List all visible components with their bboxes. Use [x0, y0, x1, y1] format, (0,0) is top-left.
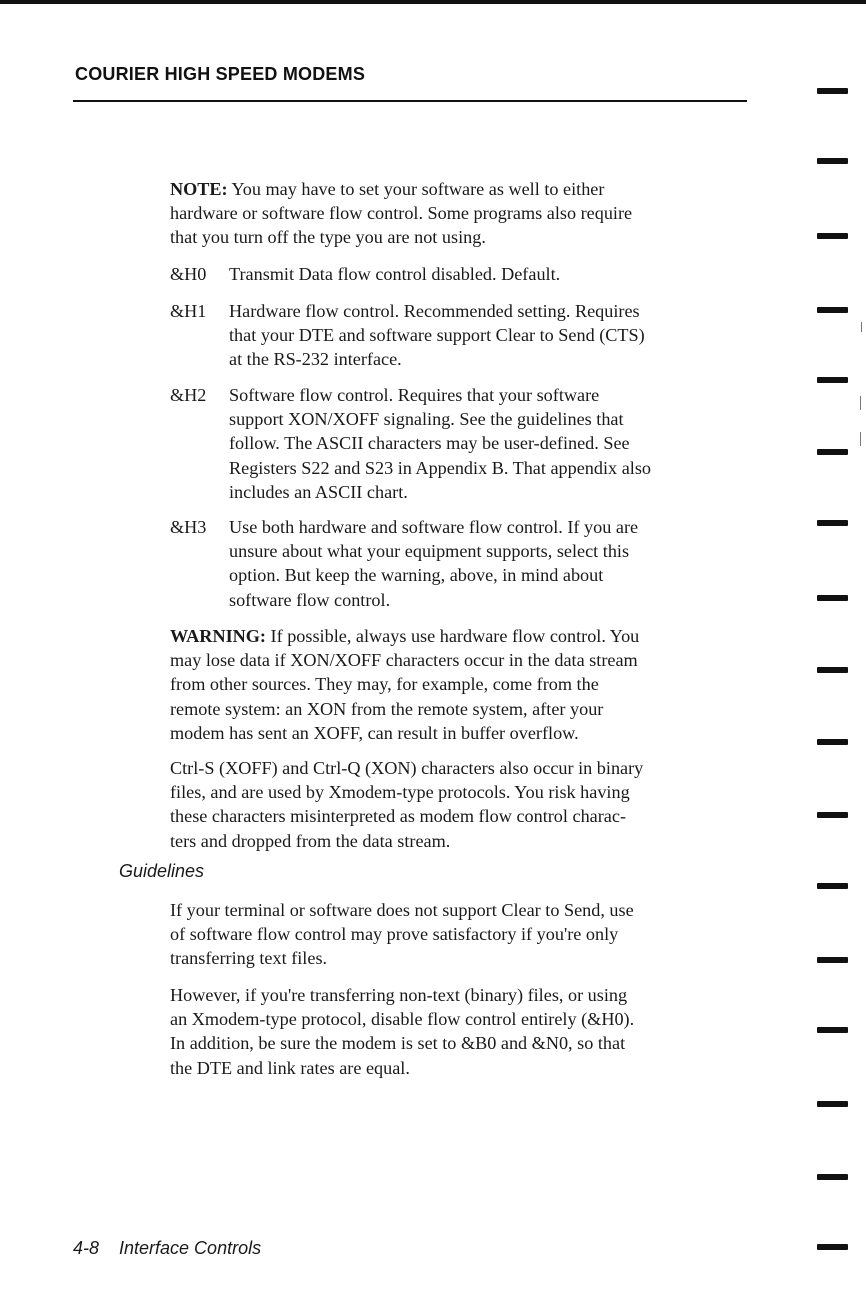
option-code: &H0 [170, 264, 207, 284]
option-line: at the RS-232 interface. [229, 349, 402, 370]
footer-section-title: Interface Controls [119, 1238, 262, 1258]
guideline-line: However, if you're transferring non-text (binary) files, or using [170, 985, 628, 1005]
ctrl-line: ters and dropped from the data stream. [170, 830, 451, 851]
guideline-line: transferring text files. [170, 948, 328, 969]
binding-tab-mark [817, 520, 848, 526]
ctrl-characters-paragraph [170, 756, 750, 853]
option-line: follow. The ASCII characters may be user-defined. See [229, 433, 630, 454]
binding-tab-mark [817, 1027, 848, 1033]
guidelines-paragraph-2 [170, 983, 750, 1080]
note-paragraph [170, 177, 750, 250]
binding-tab-mark [817, 307, 848, 313]
option-line: unsure about what your equipment supports, select this [229, 541, 630, 562]
binding-tab-mark [817, 667, 848, 673]
warning-line: from other sources. They may, for example, come from the [170, 674, 599, 695]
warning-line: modem has sent an XOFF, can result in buffer overflow. [170, 722, 579, 743]
binding-tab-mark [817, 739, 848, 745]
binding-tab-mark [817, 377, 848, 383]
option-line: that your DTE and software support Clear to Send (CTS) [229, 325, 645, 346]
binding-tab-mark [817, 812, 848, 818]
binding-tab-mark [817, 883, 848, 889]
guideline-line: an Xmodem-type protocol, disable flow control entirely (&H0). [170, 1009, 635, 1030]
page-footer [73, 1238, 261, 1259]
option-line: includes an ASCII chart. [229, 481, 408, 502]
binding-tab-mark [817, 595, 848, 601]
warning-paragraph [170, 624, 750, 745]
guideline-line: the DTE and link rates are equal. [170, 1057, 410, 1078]
option-line: Hardware flow control. Recommended setting. Requires [229, 301, 640, 321]
note-line: You may have to set your software as well to either [227, 179, 605, 199]
option-description [229, 299, 749, 372]
binding-tab-mark [817, 158, 848, 164]
option-line: software flow control. [229, 589, 391, 610]
option-code: &H2 [170, 385, 207, 405]
warning-line: may lose data if XON/XOFF characters occur in the data stream [170, 650, 638, 671]
option-description [229, 383, 749, 504]
warning-line: remote system: an XON from the remote system, after your [170, 698, 604, 719]
ctrl-line: these characters misinterpreted as modem flow control charac- [170, 806, 627, 827]
option-description [229, 515, 749, 612]
binding-tab-mark [817, 1244, 848, 1250]
ctrl-line: Ctrl-S (XOFF) and Ctrl-Q (XON) characters also occur in binary [170, 758, 644, 778]
binding-tab-mark [817, 449, 848, 455]
binding-tab-mark [817, 88, 848, 94]
option-code: &H3 [170, 517, 207, 537]
note-line: that you turn off the type you are not using. [170, 227, 486, 248]
guideline-line: of software flow control may prove satisfactory if you're only [170, 924, 619, 945]
top-border-rule [0, 0, 866, 4]
guideline-line: If your terminal or software does not support Clear to Send, use [170, 900, 634, 920]
note-label: NOTE: [170, 179, 228, 199]
warning-label: WARNING: [170, 626, 266, 646]
binding-tab-mark [817, 1101, 848, 1107]
guidelines-paragraph-1 [170, 898, 750, 971]
binding-tab-mark [817, 957, 848, 963]
option-line: Registers S22 and S23 in Appendix B. That appendix also [229, 457, 651, 478]
page-number: 4-8 [73, 1238, 100, 1258]
edge-scan-mark [860, 432, 861, 446]
running-header-title: COURIER HIGH SPEED MODEMS [75, 64, 366, 84]
binding-tab-mark [817, 1174, 848, 1180]
option-code: &H1 [170, 301, 207, 321]
option-line: Transmit Data flow control disabled. Default. [229, 264, 561, 284]
edge-scan-mark [861, 322, 862, 332]
header-underline [73, 100, 747, 102]
guidelines-heading: Guidelines [119, 861, 205, 881]
ctrl-line: files, and are used by Xmodem-type protocols. You risk having [170, 782, 630, 803]
guideline-line: In addition, be sure the modem is set to &B0 and &N0, so that [170, 1033, 626, 1054]
binding-tab-mark [817, 233, 848, 239]
warning-line: If possible, always use hardware flow control. You [266, 626, 640, 646]
option-line: Use both hardware and software flow control. If you are [229, 517, 639, 537]
edge-scan-mark [860, 396, 861, 410]
option-line: Software flow control. Requires that your software [229, 385, 600, 405]
option-line: option. But keep the warning, above, in mind about [229, 565, 604, 586]
option-line: support XON/XOFF signaling. See the guidelines that [229, 409, 624, 430]
option-description [229, 262, 749, 286]
note-line: hardware or software flow control. Some programs also require [170, 203, 633, 224]
